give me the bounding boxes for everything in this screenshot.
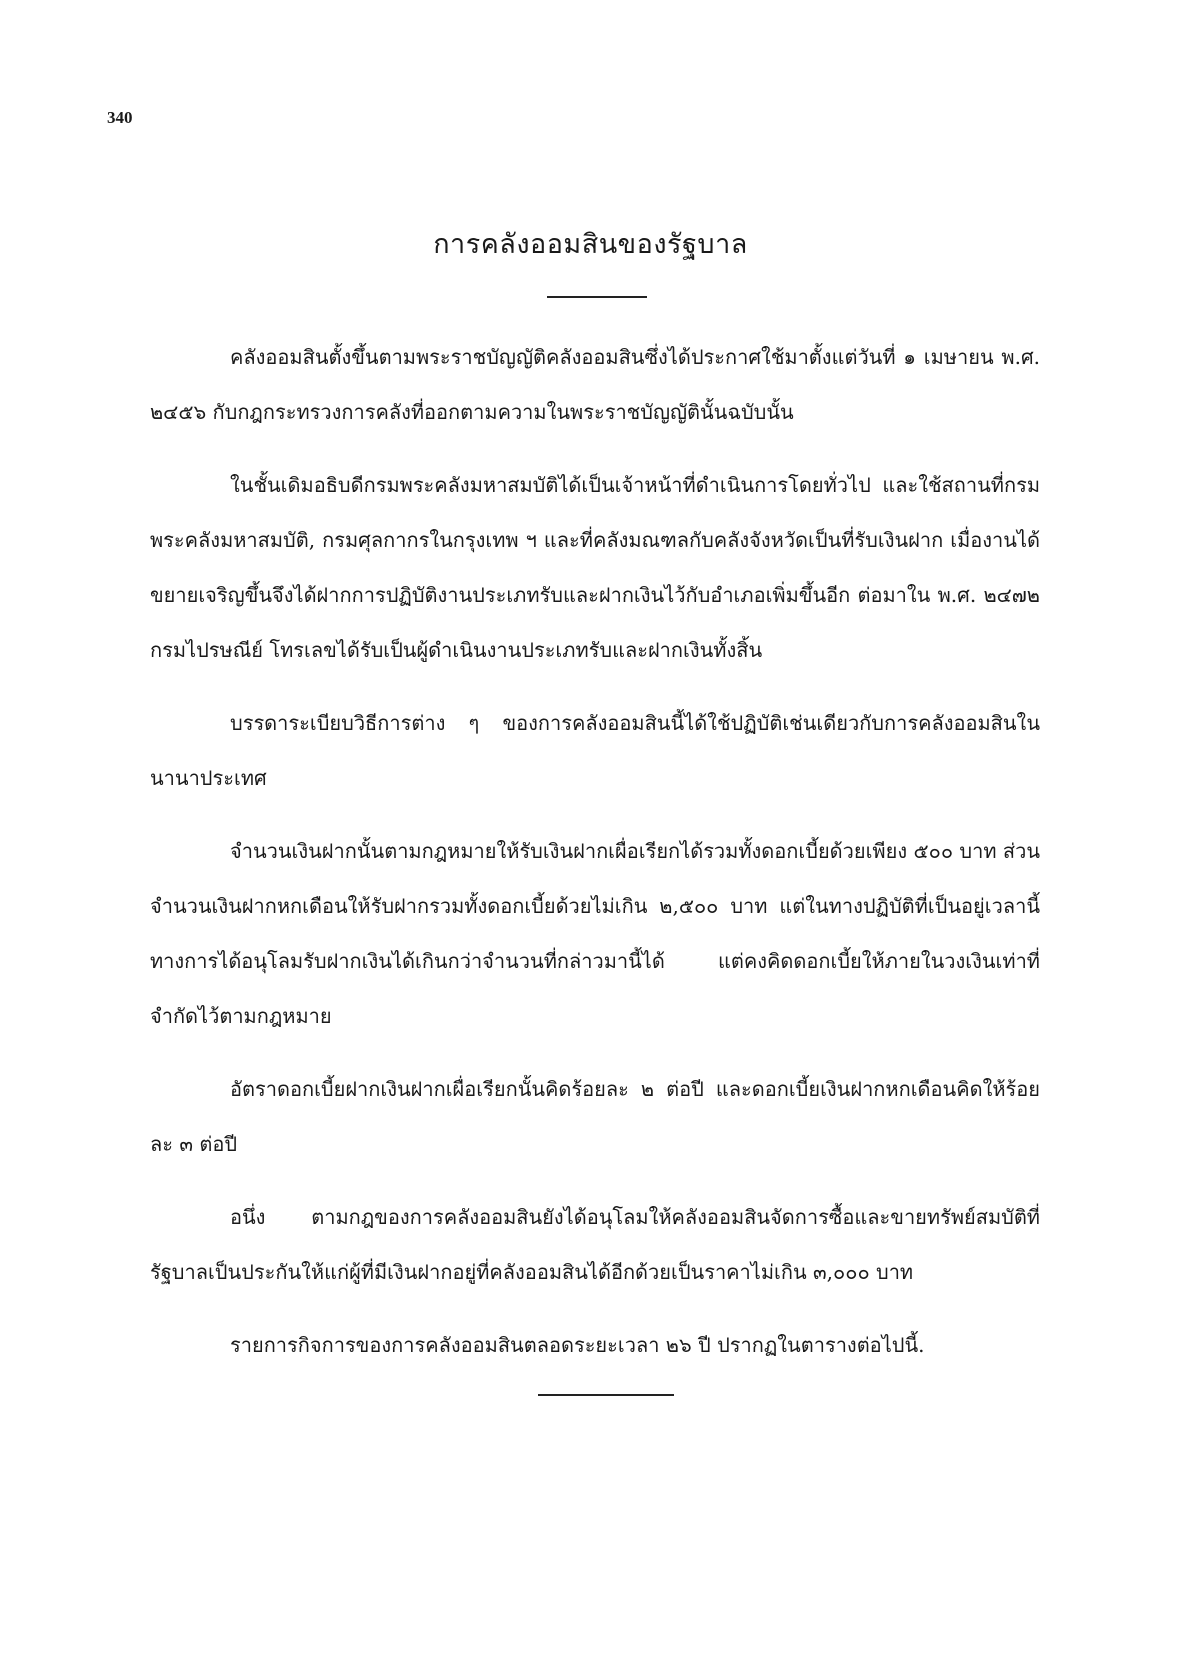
paragraph-interest-rates: อัตราดอกเบี้ยฝากเงินฝากเผื่อเรียกนั้นคิดร้อยละ ๒ ต่อปี และดอกเบี้ยเงินฝากหกเดือนคิดให้ร้อยละ ๓ ต่อปี	[150, 1077, 1040, 1156]
paragraph-deposit-limits: จำนวนเงินฝากนั้นตามกฎหมายให้รับเงินฝากเผื่อเรียกได้รวมทั้งดอกเบี้ยด้วยเพียง ๕๐๐ บาท ส่วนจำนวนเงินฝากหกเดือนให้รับฝากรวมทั้งดอกเบี้ยด้วยไม่เกิน ๒,๕๐๐ บาท แต่ในทางปฏิบัติที่เป็นอยู่เวลานี้ ทางการได้อนุโลมรับฝากเงินได้เกินกว่าจำนวนที่กล่าวมานี้ได้ แต่คงคิดดอกเบี้ยให้ภายในวงเงินเท่าที่จำกัดไว้ตามกฎหมาย	[150, 839, 1040, 1028]
paragraph-procedures: บรรดาระเบียบวิธีการต่าง ๆ ของการคลังออมสินนี้ได้ใช้ปฏิบัติเช่นเดียวกับการคลังออมสินในนานาประเทศ	[150, 711, 1040, 790]
title-divider	[547, 296, 647, 298]
paragraph-securities: อนึ่ง ตามกฎของการคลังออมสินยังได้อนุโลมให้คลังออมสินจัดการซื้อและขายทรัพย์สมบัติที่รัฐบาลเป็นประกันให้แก่ผู้ที่มีเงินฝากอยู่ที่คลังออมสินได้อีกด้วยเป็นราคาไม่เกิน ๓,๐๐๐ บาท	[150, 1205, 1040, 1284]
page-title: การคลังออมสินของรัฐบาล	[433, 229, 748, 260]
document-body	[150, 330, 1040, 1391]
paragraph-establishment: คลังออมสินตั้งขึ้นตามพระราชบัญญัติคลังออมสินซึ่งได้ประกาศใช้มาตั้งแต่วันที่ ๑ เมษายน พ.ศ. ๒๔๕๖ กับกฎกระทรวงการคลังที่ออกตามความในพระราชบัญญัตินั้นฉบับนั้น	[150, 345, 1040, 424]
page-number: 340	[107, 108, 133, 127]
paragraph-administration: ในชั้นเดิมอธิบดีกรมพระคลังมหาสมบัติได้เป็นเจ้าหน้าที่ดำเนินการโดยทั่วไป และใช้สถานที่กรมพระคลังมหาสมบัติ, กรมศุลกากรในกรุงเทพ ฯ และที่คลังมณฑลกับคลังจังหวัดเป็นที่รับเงินฝาก เมื่องานได้ขยายเจริญขึ้นจึงได้ฝากการปฏิบัติงานประเภทรับและฝากเงินไว้กับอำเภอเพิ่มขึ้นอีก ต่อมาใน พ.ศ. ๒๔๗๒ กรมไปรษณีย์ โทรเลขได้รับเป็นผู้ดำเนินงานประเภทรับและฝากเงินทั้งสิ้น	[150, 473, 1040, 662]
end-divider	[538, 1394, 674, 1396]
paragraph-table-reference: รายการกิจการของการคลังออมสินตลอดระยะเวลา ๒๖ ปี ปรากฏในตารางต่อไปนี้.	[230, 1333, 925, 1357]
